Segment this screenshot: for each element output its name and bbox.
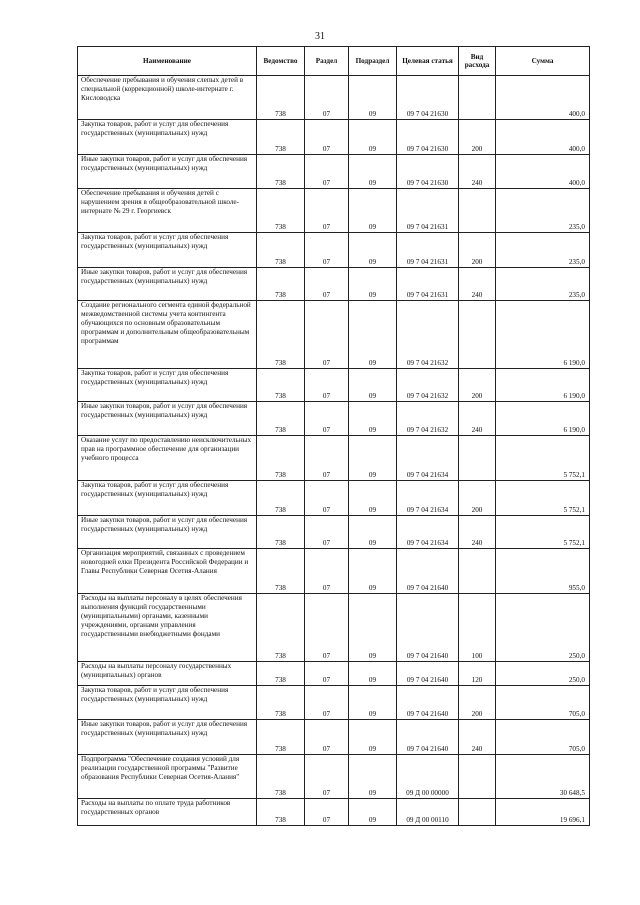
cell-name-text: Закупка товаров, работ и услуг для обеспечения государственных (муниципальных) нужд [81,686,229,703]
cell-kind: 240 [459,720,496,755]
table-row [78,799,590,826]
cell-amount: 30 648,5 [496,755,590,799]
cell-section: 07 [305,155,349,189]
cell-name-text: Иные закупки товаров, работ и услуг для обеспечения государственных (муниципальных) нужд [81,268,248,285]
cell-subsection: 09 [349,516,397,549]
cell-amount: 235,0 [496,268,590,301]
cell-kind: 200 [459,233,496,268]
cell-amount: 6 190,0 [496,402,590,436]
cell-amount: 955,0 [496,549,590,594]
cell-name [78,301,257,369]
table-row [78,549,590,594]
cell-target: 09 7 04 21632 [397,369,459,402]
cell-name-text: Расходы на выплаты персоналу государственных (муниципальных) органов [81,662,232,679]
column-header-dept: Ведомство [257,47,305,76]
cell-kind: 240 [459,268,496,301]
table-row [78,755,590,799]
column-header-subsection: Подраздел [349,47,397,76]
table-row [78,120,590,155]
cell-name-text: Закупка товаров, работ и услуг для обеспечения государственных (муниципальных) нужд [81,120,229,137]
cell-name [78,155,257,189]
cell-target: 09 7 04 21630 [397,155,459,189]
cell-dept: 738 [257,402,305,436]
cell-section: 07 [305,799,349,826]
table-row [78,686,590,720]
cell-section: 07 [305,76,349,120]
column-header-amount: Сумма [496,47,590,76]
table-row [78,436,590,481]
cell-section: 07 [305,549,349,594]
budget-table [77,46,590,826]
cell-amount: 19 696,1 [496,799,590,826]
cell-dept: 738 [257,155,305,189]
cell-subsection: 09 [349,268,397,301]
cell-section: 07 [305,755,349,799]
cell-name [78,662,257,686]
cell-section: 07 [305,516,349,549]
column-header-target: Целевая статья [397,47,459,76]
cell-kind [459,301,496,369]
cell-name-text: Закупка товаров, работ и услуг для обеспечения государственных (муниципальных) нужд [81,369,229,386]
cell-name-text: Иные закупки товаров, работ и услуг для обеспечения государственных (муниципальных) нужд [81,402,248,419]
cell-target: 09 7 04 21634 [397,516,459,549]
cell-amount: 6 190,0 [496,301,590,369]
cell-kind: 200 [459,369,496,402]
cell-dept: 738 [257,76,305,120]
cell-dept: 738 [257,549,305,594]
cell-subsection: 09 [349,720,397,755]
cell-target: 09 7 04 21640 [397,549,459,594]
cell-target: 09 7 04 21630 [397,120,459,155]
cell-kind: 240 [459,155,496,189]
cell-subsection: 09 [349,662,397,686]
cell-subsection: 09 [349,549,397,594]
cell-kind: 200 [459,686,496,720]
cell-amount: 235,0 [496,189,590,233]
cell-name-text: Закупка товаров, работ и услуг для обеспечения государственных (муниципальных) нужд [81,481,229,498]
cell-amount: 5 752,1 [496,481,590,516]
cell-section: 07 [305,120,349,155]
cell-name [78,686,257,720]
cell-amount: 6 190,0 [496,369,590,402]
cell-kind [459,755,496,799]
cell-target: 09 Д 00 00000 [397,755,459,799]
cell-subsection: 09 [349,189,397,233]
cell-kind [459,189,496,233]
cell-target: 09 7 04 21640 [397,720,459,755]
cell-kind: 120 [459,662,496,686]
table-row [78,402,590,436]
cell-target: 09 7 04 21632 [397,402,459,436]
cell-name [78,549,257,594]
cell-section: 07 [305,268,349,301]
cell-name [78,268,257,301]
cell-amount: 705,0 [496,686,590,720]
cell-name [78,402,257,436]
cell-name-text: Расходы на выплаты по оплате труда работников государственных органов [81,799,231,816]
cell-section: 07 [305,686,349,720]
cell-dept: 738 [257,120,305,155]
table-row [78,662,590,686]
table-row [78,594,590,662]
cell-name [78,755,257,799]
cell-dept: 738 [257,799,305,826]
cell-amount: 250,0 [496,662,590,686]
cell-kind [459,436,496,481]
cell-kind: 100 [459,594,496,662]
cell-subsection: 09 [349,686,397,720]
cell-name [78,516,257,549]
cell-name-text: Иные закупки товаров, работ и услуг для обеспечения государственных (муниципальных) нужд [81,516,248,533]
cell-kind: 240 [459,402,496,436]
cell-target: 09 7 04 21640 [397,594,459,662]
cell-target: 09 7 04 21631 [397,233,459,268]
cell-name-text: Подпрограмма "Обеспечение создания условий для реализации государственной программы "Развитие образования Республики Северная Осетия-Алания" [81,755,240,781]
cell-amount: 705,0 [496,720,590,755]
cell-name [78,369,257,402]
cell-name [78,436,257,481]
cell-name [78,799,257,826]
cell-amount: 235,0 [496,233,590,268]
cell-target: 09 Д 00 00110 [397,799,459,826]
header-row [78,47,590,76]
cell-section: 07 [305,301,349,369]
cell-kind [459,76,496,120]
cell-dept: 738 [257,233,305,268]
cell-kind: 200 [459,120,496,155]
cell-subsection: 09 [349,594,397,662]
cell-name-text: Организация мероприятий, связанных с проведением новогодней елки Президента Российской Федерации и Главы Республики Северная Осетия-Алания [81,549,249,575]
cell-amount: 5 752,1 [496,516,590,549]
cell-target: 09 7 04 21640 [397,686,459,720]
cell-subsection: 09 [349,120,397,155]
cell-section: 07 [305,662,349,686]
cell-subsection: 09 [349,233,397,268]
cell-name-text: Обеспечение пребывания и обучения слепых детей в специальной (коррекционной) школе-интернате г. Кисловодска [81,76,244,102]
cell-amount: 400,0 [496,120,590,155]
cell-target: 09 7 04 21640 [397,662,459,686]
cell-dept: 738 [257,594,305,662]
cell-dept: 738 [257,301,305,369]
cell-subsection: 09 [349,369,397,402]
cell-name-text: Иные закупки товаров, работ и услуг для обеспечения государственных (муниципальных) нужд [81,155,248,172]
cell-section: 07 [305,594,349,662]
cell-dept: 738 [257,369,305,402]
cell-name [78,233,257,268]
cell-subsection: 09 [349,755,397,799]
cell-amount: 400,0 [496,76,590,120]
cell-dept: 738 [257,686,305,720]
table-row [78,76,590,120]
cell-name-text: Создание регионального сегмента единой федеральной межведомственной системы учета контингента обучающихся по основным образовательным программам и дополнительным общеобразовательным программам [81,301,251,345]
cell-kind: 200 [459,481,496,516]
column-header-name: Наименование [78,47,257,76]
cell-section: 07 [305,402,349,436]
cell-dept: 738 [257,189,305,233]
cell-target: 09 7 04 21631 [397,189,459,233]
table-row [78,481,590,516]
cell-section: 07 [305,233,349,268]
cell-subsection: 09 [349,76,397,120]
cell-name-text: Иные закупки товаров, работ и услуг для обеспечения государственных (муниципальных) нужд [81,720,248,737]
table-row [78,233,590,268]
table-row [78,268,590,301]
cell-kind [459,549,496,594]
cell-name-text: Обеспечение пребывания и обучения детей с нарушением зрения в общеобразовательной школе-интернате № 29 г. Георгиевск [81,189,240,215]
table-row [78,516,590,549]
cell-name [78,120,257,155]
cell-section: 07 [305,189,349,233]
cell-target: 09 7 04 21630 [397,76,459,120]
cell-amount: 5 752,1 [496,436,590,481]
cell-name [78,76,257,120]
cell-subsection: 09 [349,799,397,826]
cell-name [78,481,257,516]
cell-dept: 738 [257,720,305,755]
cell-name [78,189,257,233]
cell-dept: 738 [257,436,305,481]
cell-target: 09 7 04 21634 [397,481,459,516]
cell-name-text: Закупка товаров, работ и услуг для обеспечения государственных (муниципальных) нужд [81,233,229,250]
cell-name [78,720,257,755]
cell-section: 07 [305,369,349,402]
cell-dept: 738 [257,755,305,799]
column-header-kind: Вид расхода [459,47,496,76]
cell-section: 07 [305,481,349,516]
table-row [78,301,590,369]
cell-subsection: 09 [349,481,397,516]
cell-amount: 250,0 [496,594,590,662]
table-row [78,155,590,189]
table-row [78,189,590,233]
cell-subsection: 09 [349,155,397,189]
page-number: 31 [315,31,325,42]
cell-subsection: 09 [349,436,397,481]
cell-section: 07 [305,436,349,481]
cell-name-text: Расходы на выплаты персоналу в целях обеспечения выполнения функций государственными (муниципальными) органами, казенными учреждениями, органами управления государственными внебюджетными фондами [81,594,242,638]
cell-subsection: 09 [349,402,397,436]
cell-subsection: 09 [349,301,397,369]
cell-name [78,594,257,662]
cell-target: 09 7 04 21632 [397,301,459,369]
cell-dept: 738 [257,662,305,686]
cell-kind [459,799,496,826]
cell-dept: 738 [257,516,305,549]
column-header-section: Раздел [305,47,349,76]
cell-amount: 400,0 [496,155,590,189]
cell-target: 09 7 04 21634 [397,436,459,481]
table-row [78,369,590,402]
cell-section: 07 [305,720,349,755]
cell-name-text: Оказание услуг по предоставлению неисключительных прав на программное обеспечение для организации учебного процесса [81,436,252,462]
cell-dept: 738 [257,481,305,516]
cell-target: 09 7 04 21631 [397,268,459,301]
table-row [78,720,590,755]
cell-kind: 240 [459,516,496,549]
cell-dept: 738 [257,268,305,301]
